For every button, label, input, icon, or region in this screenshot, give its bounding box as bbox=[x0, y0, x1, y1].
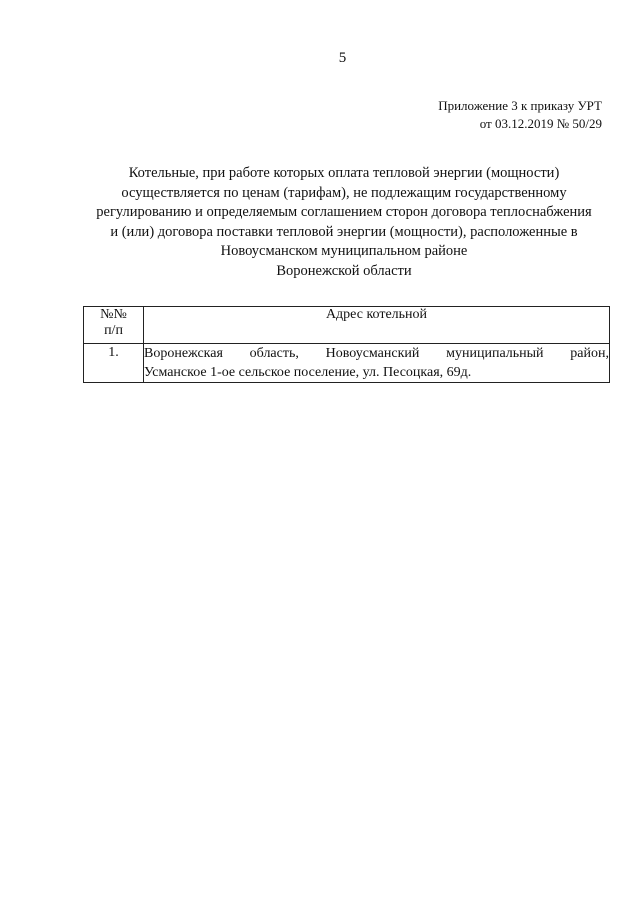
header-address-column: Адрес котельной bbox=[144, 307, 610, 344]
document-title bbox=[70, 164, 618, 281]
row-number-cell: 1. bbox=[84, 344, 144, 383]
address-line: Воронежская область, Новоусманский муниципальный район, bbox=[144, 346, 609, 361]
address-line: Усманское 1-ое сельское поселение, ул. Песоцкая, 69д. bbox=[144, 365, 472, 380]
table-header-row bbox=[84, 307, 610, 344]
appendix-line-date-number: от 03.12.2019 № 50/29 bbox=[479, 116, 602, 131]
boiler-address-table bbox=[83, 306, 610, 383]
title-line: Новоусманском муниципальном районе bbox=[220, 243, 468, 259]
title-line: Воронежской области bbox=[276, 262, 412, 279]
appendix-reference bbox=[438, 97, 602, 133]
title-line: регулированию и определяемым соглашением сторон договора теплоснабжения bbox=[96, 204, 592, 220]
header-number-column bbox=[84, 307, 144, 344]
header-number-sublabel: п/п bbox=[104, 323, 123, 338]
table-row bbox=[84, 344, 610, 383]
row-address-cell bbox=[144, 344, 610, 383]
header-number-label: №№ bbox=[100, 307, 127, 322]
page-number: 5 bbox=[338, 50, 347, 66]
title-line: Котельные, при работе которых оплата тепловой энергии (мощности) bbox=[128, 165, 560, 181]
title-line: и (или) договора поставки тепловой энергии (мощности), расположенные в bbox=[110, 223, 578, 240]
appendix-line-order: Приложение 3 к приказу УРТ bbox=[438, 98, 602, 113]
title-line: осуществляется по ценам (тарифам), не подлежащим государственному bbox=[121, 184, 567, 201]
